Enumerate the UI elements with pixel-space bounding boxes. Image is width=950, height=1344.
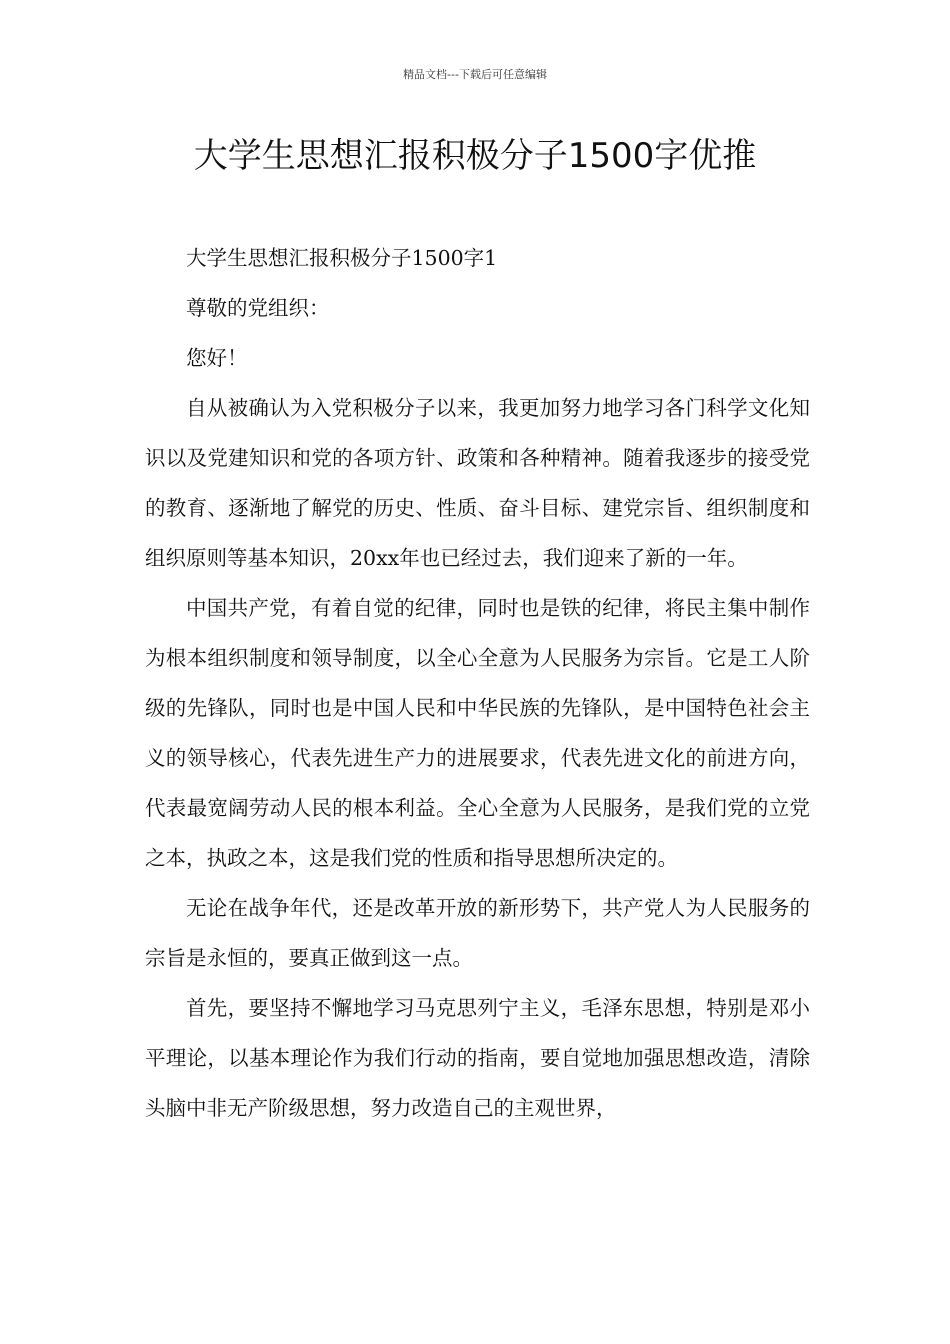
paragraph-body: 自从被确认为入党积极分子以来，我更加努力地学习各门科学文化知识以及党建知识和党的各项方针、政策和各种精神。随着我逐步的接受党的教育、逐渐地了解党的历史、性质、奋斗目标、建党宗旨、组织制度和组织原则等基本知识，20xx年也已经过去，我们迎来了新的一年。 — [145, 396, 810, 570]
paragraph-body: 无论在战争年代，还是改革开放的新形势下，共产党人为人民服务的宗旨是永恒的，要真正做到这一点。 — [145, 896, 810, 970]
document-title: 大学生思想汇报积极分子1500字优推 — [193, 136, 757, 176]
paragraph-greeting: 您好！ — [186, 346, 248, 370]
paragraph-body: 中国共产党，有着自觉的纪律，同时也是铁的纪律，将民主集中制作为根本组织制度和领导制度，以全心全意为人民服务为宗旨。它是工人阶级的先锋队，同时也是中国人民和中华民族的先锋队，是中国特色社会主义的领导核心，代表先进生产力的进展要求，代表先进文化的前进方向，代表最宽阔劳动人民的根本利益。全心全意为人民服务，是我们党的立党之本，执政之本，这是我们党的性质和指导思想所决定的。 — [145, 596, 810, 870]
header-note: 精品文档---下载后可任意编辑 — [403, 68, 547, 81]
paragraph-subtitle: 大学生思想汇报积极分子1500字1 — [186, 246, 498, 270]
paragraph-body: 首先，要坚持不懈地学习马克思列宁主义，毛泽东思想，特别是邓小平理论，以基本理论作为我们行动的指南，要自觉地加强思想改造，清除头脑中非无产阶级思想，努力改造自己的主观世界， — [145, 996, 810, 1120]
document-body — [145, 233, 810, 1133]
paragraph-salutation: 尊敬的党组织： — [186, 296, 330, 320]
